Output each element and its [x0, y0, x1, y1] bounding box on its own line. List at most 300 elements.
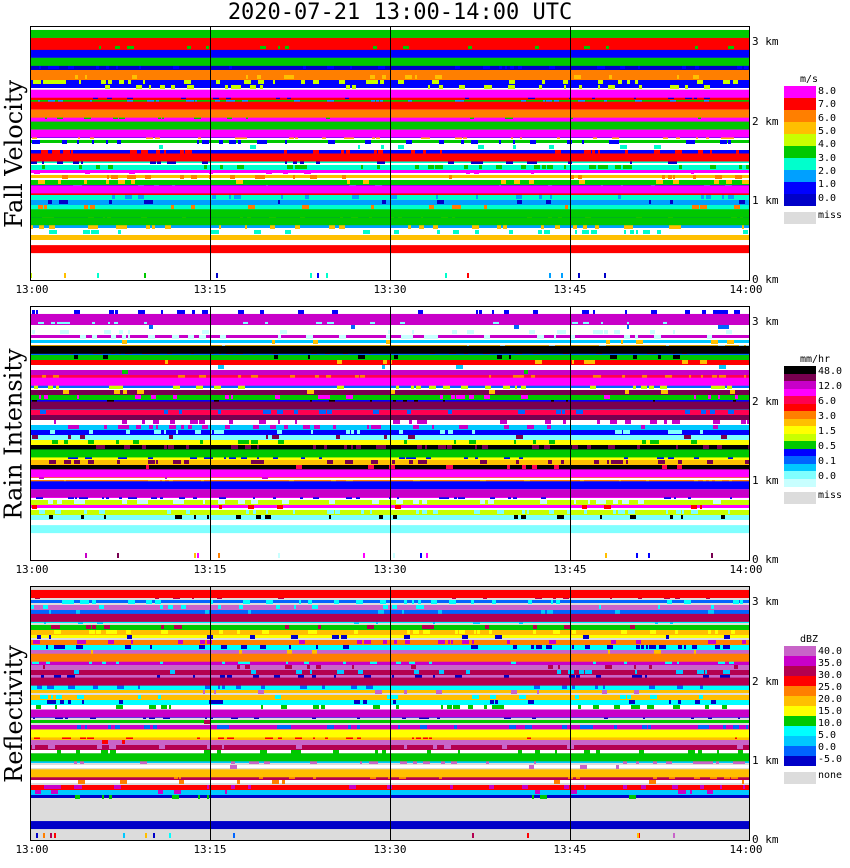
- heatmap-cell: [181, 310, 184, 314]
- heatmap-cell: [38, 205, 43, 209]
- heatmap-cell: [460, 425, 467, 429]
- heatmap-cell: [122, 740, 125, 744]
- heatmap-cell: [422, 420, 427, 424]
- legend-value-label: 7.0: [818, 99, 837, 111]
- heatmap-cell: [174, 790, 181, 794]
- heatmap-cell: [417, 445, 422, 449]
- heatmap-cell: [630, 625, 635, 629]
- heatmap-cell: [413, 500, 419, 504]
- heatmap-cell: [152, 225, 155, 229]
- heatmap-cell: [32, 435, 38, 439]
- heatmap-cell: [167, 415, 174, 419]
- heatmap-cell: [735, 175, 742, 179]
- heatmap-cell: [30, 273, 32, 278]
- heatmap-cell: [188, 425, 192, 429]
- heatmap-cell: [32, 330, 35, 334]
- heatmap-cell: [513, 645, 517, 649]
- heatmap-cell: [700, 785, 704, 789]
- heatmap-cell: [558, 665, 560, 669]
- heatmap-cell: [97, 273, 99, 278]
- legend-swatch: [784, 146, 816, 158]
- heatmap-cell: [66, 460, 71, 464]
- heatmap-cell: [143, 80, 145, 84]
- heatmap-cell: [106, 630, 111, 634]
- heatmap-cell: [251, 670, 256, 674]
- legend-swatch: [784, 646, 816, 656]
- heatmap-cell: [625, 310, 627, 314]
- heatmap-cell: [234, 195, 241, 199]
- heatmap-cell: [694, 650, 696, 654]
- legend-swatch: [784, 716, 816, 726]
- heatmap-cell: [172, 335, 179, 339]
- heatmap-cell: [703, 725, 705, 729]
- heatmap-cell: [207, 785, 209, 789]
- heatmap-cell: [411, 665, 416, 669]
- heatmap-cell: [83, 230, 90, 234]
- heatmap-cell: [122, 225, 127, 229]
- time-gridline: [570, 306, 571, 561]
- heatmap-cell: [198, 795, 200, 799]
- heatmap-cell: [544, 445, 550, 449]
- x-tick-label: 13:00: [15, 843, 49, 856]
- heatmap-cell: [261, 705, 263, 709]
- heatmap-cell: [361, 510, 364, 514]
- heatmap-cell: [450, 785, 453, 789]
- heatmap-cell: [521, 395, 528, 399]
- heatmap-cell: [670, 430, 677, 434]
- heatmap-cell: [36, 705, 41, 709]
- heatmap-cell: [691, 170, 694, 174]
- heatmap-cell: [380, 80, 384, 84]
- heatmap-cell: [191, 420, 198, 424]
- x-tick-label: 13:00: [15, 283, 49, 296]
- panel-title: [0, 306, 29, 561]
- legend-swatch: [784, 756, 816, 766]
- heatmap-cell: [108, 640, 114, 644]
- x-tick-label: 13:45: [553, 283, 587, 296]
- heatmap-cell: [621, 340, 623, 344]
- legend-swatch: [784, 86, 816, 98]
- heatmap-cell: [715, 630, 718, 634]
- heatmap-cell: [84, 180, 87, 184]
- heatmap-cell: [598, 500, 603, 504]
- heatmap-cell: [161, 310, 163, 314]
- heatmap-cell: [74, 670, 79, 674]
- heatmap-cell: [161, 705, 167, 709]
- heatmap-cell: [608, 445, 615, 449]
- heatmap-cell: [675, 630, 678, 634]
- heatmap-cell: [472, 640, 474, 644]
- legend-value-label: 15.0: [818, 706, 843, 717]
- heatmap-cell: [576, 410, 583, 414]
- heatmap-cell: [549, 440, 555, 444]
- legend-value-label: 12.0: [818, 381, 843, 392]
- heatmap-cell: [648, 553, 650, 558]
- heatmap-cell: [669, 700, 671, 704]
- heatmap-cell: [138, 195, 144, 199]
- heatmap-cell: [532, 465, 537, 469]
- time-gridline: [390, 306, 391, 561]
- legend-swatch: [784, 194, 816, 206]
- heatmap-cell: [313, 340, 318, 344]
- heatmap-cell: [615, 430, 621, 434]
- heatmap-cell: [272, 435, 279, 439]
- heatmap-cell: [392, 460, 395, 464]
- heatmap-cell: [49, 610, 51, 614]
- heatmap-cell: [650, 330, 655, 334]
- legend-unit: dBZ: [800, 634, 819, 645]
- heatmap-cell: [706, 195, 711, 199]
- heatmap-cell: [438, 610, 442, 614]
- heatmap-cell: [126, 430, 130, 434]
- heatmap-cell: [199, 420, 205, 424]
- heatmap-cell: [337, 360, 342, 364]
- heatmap-cell: [122, 340, 127, 344]
- heatmap-cell: [589, 150, 591, 154]
- heatmap-cell: [253, 510, 256, 514]
- heatmap-cell: [562, 410, 565, 414]
- heatmap-cell: [170, 420, 175, 424]
- heatmap-cell: [39, 395, 41, 399]
- heatmap-cell: [128, 330, 130, 334]
- heatmap-cell: [32, 745, 35, 749]
- heatmap-cell: [740, 600, 743, 604]
- heatmap-cell: [724, 635, 730, 639]
- heatmap-cell: [504, 425, 509, 429]
- heatmap-cell: [220, 165, 223, 169]
- heatmap-cell: [747, 420, 750, 424]
- heatmap-cell: [618, 510, 625, 514]
- heatmap-cell: [666, 635, 669, 639]
- heatmap-cell: [129, 170, 135, 174]
- legend-value-label: 0.0: [818, 742, 837, 753]
- legend-value-label: 20.0: [818, 694, 843, 705]
- heatmap-cell: [459, 630, 465, 634]
- heatmap-cell: [202, 140, 209, 144]
- heatmap-cell: [391, 195, 397, 199]
- panel-title-text: Fall Velocity: [0, 79, 28, 228]
- heatmap-cell: [208, 415, 214, 419]
- heatmap-cell: [730, 390, 735, 394]
- heatmap-cell: [30, 605, 34, 609]
- heatmap-cell: [276, 605, 280, 609]
- heatmap-cell: [164, 150, 166, 154]
- heatmap-cell: [221, 645, 227, 649]
- heatmap-cell: [394, 640, 397, 644]
- heatmap-cell: [422, 510, 427, 514]
- heatmap-cell: [565, 205, 568, 209]
- heatmap-cell: [673, 355, 680, 359]
- heatmap-cell: [173, 460, 180, 464]
- heatmap-cell: [553, 630, 560, 634]
- heatmap-cell: [650, 440, 653, 444]
- heatmap-cell: [713, 500, 718, 504]
- heatmap-cell: [59, 200, 63, 204]
- heatmap-cell: [293, 175, 295, 179]
- heatmap-cell: [257, 140, 262, 144]
- heatmap-cell: [84, 600, 87, 604]
- heatmap-cell: [723, 725, 726, 729]
- heatmap-cell: [413, 630, 419, 634]
- heatmap-cell: [684, 645, 686, 649]
- heatmap-cell: [446, 465, 453, 469]
- heatmap-cell: [634, 690, 639, 694]
- legend-value-label: 1.0: [818, 179, 837, 191]
- heatmap-cell: [648, 725, 651, 729]
- heatmap-cell: [440, 395, 443, 399]
- heatmap-cell: [654, 150, 660, 154]
- heatmap-cell: [346, 430, 350, 434]
- heatmap-cell: [112, 195, 115, 199]
- heatmap-cell: [635, 335, 638, 339]
- heatmap-cell: [685, 410, 690, 414]
- heatmap-cell: [593, 705, 599, 709]
- heatmap-cell: [707, 790, 713, 794]
- heatmap-cell: [341, 150, 344, 154]
- heatmap-cell: [102, 795, 104, 799]
- heatmap-cell: [472, 225, 479, 229]
- heatmap-cell: [119, 80, 124, 84]
- heatmap-cell: [346, 85, 350, 89]
- heatmap-cell: [327, 510, 334, 514]
- heatmap-cell: [357, 640, 362, 644]
- heatmap-cell: [564, 785, 569, 789]
- heatmap-cell: [500, 420, 507, 424]
- heatmap-cell: [742, 180, 746, 184]
- legend-unit: m/s: [800, 74, 819, 85]
- heatmap-cell: [533, 625, 537, 629]
- heatmap-cell: [314, 425, 320, 429]
- heatmap-cell: [629, 700, 635, 704]
- heatmap-cell: [489, 630, 492, 634]
- heatmap-cell: [96, 630, 101, 634]
- heatmap-cell: [398, 145, 404, 149]
- heatmap-cell: [436, 690, 442, 694]
- heatmap-cell: [137, 390, 144, 394]
- heatmap-cell: [60, 415, 63, 419]
- heatmap-cell: [378, 610, 384, 614]
- heatmap-cell: [278, 200, 280, 204]
- heatmap-cell: [404, 690, 407, 694]
- heatmap-cell: [119, 180, 125, 184]
- heatmap-cell: [574, 75, 581, 79]
- heatmap-cell: [416, 510, 419, 514]
- heatmap-cell: [574, 500, 576, 504]
- heatmap-cell: [554, 335, 556, 339]
- heatmap-cell: [642, 440, 646, 444]
- heatmap-cell: [394, 355, 397, 359]
- heatmap-cell: [191, 205, 195, 209]
- legend-value-label: 6.0: [818, 112, 837, 124]
- heatmap-cell: [598, 150, 600, 154]
- heatmap-cell: [370, 75, 375, 79]
- heatmap-cell: [405, 75, 412, 79]
- heatmap-cell: [587, 725, 592, 729]
- heatmap-cell: [466, 170, 470, 174]
- heatmap-cell: [179, 410, 182, 414]
- heatmap-cell: [109, 795, 112, 799]
- heatmap-cell: [238, 440, 244, 444]
- heatmap-cell: [490, 700, 494, 704]
- heatmap-cell: [237, 780, 240, 784]
- heatmap-cell: [51, 625, 58, 629]
- heatmap-cell: [337, 670, 344, 674]
- heatmap-cell: [439, 165, 443, 169]
- heatmap-cell: [302, 205, 309, 209]
- heatmap-cell: [686, 310, 690, 314]
- heatmap-cell: [34, 170, 40, 174]
- heatmap-cell: [164, 445, 167, 449]
- heatmap-cell: [203, 500, 205, 504]
- x-tick-label: 13:30: [373, 283, 407, 296]
- heatmap-cell: [509, 355, 511, 359]
- heatmap-cell: [624, 335, 630, 339]
- heatmap-cell: [149, 425, 153, 429]
- heatmap-cell: [177, 310, 181, 314]
- heatmap-cell: [656, 180, 663, 184]
- heatmap-cell: [214, 690, 216, 694]
- x-tick-label: 14:00: [729, 563, 763, 576]
- heatmap-cell: [455, 205, 461, 209]
- heatmap-cell: [503, 225, 507, 229]
- heatmap-cell: [635, 670, 637, 674]
- heatmap-cell: [456, 365, 463, 369]
- heatmap-cell: [82, 700, 84, 704]
- heatmap-cell: [522, 465, 526, 469]
- heatmap-cell: [745, 460, 750, 464]
- heatmap-cell: [555, 150, 561, 154]
- heatmap-cell: [453, 230, 459, 234]
- heatmap-cell: [238, 140, 241, 144]
- heatmap-cell: [622, 500, 629, 504]
- heatmap-cell: [116, 440, 119, 444]
- heatmap-cell: [44, 205, 47, 209]
- heatmap-cell: [105, 85, 110, 89]
- time-gridline: [570, 26, 571, 281]
- heatmap-cell: [714, 180, 719, 184]
- heatmap-cell: [405, 640, 410, 644]
- heatmap-cell: [448, 640, 450, 644]
- heatmap-cell: [277, 430, 282, 434]
- heatmap-cell: [164, 410, 168, 414]
- heatmap-cell: [50, 833, 52, 838]
- heatmap-cell: [160, 605, 163, 609]
- heatmap-cell: [531, 645, 534, 649]
- heatmap-cell: [584, 510, 587, 514]
- heatmap-cell: [629, 795, 636, 799]
- heatmap-cell: [299, 600, 301, 604]
- heatmap-cell: [202, 425, 208, 429]
- heatmap-cell: [743, 230, 748, 234]
- heatmap-cell: [722, 195, 724, 199]
- heatmap-cell: [530, 140, 536, 144]
- legend-missing-label: miss: [818, 490, 843, 501]
- heatmap-cell: [265, 515, 271, 519]
- heatmap-cell: [77, 395, 79, 399]
- heatmap-cell: [402, 610, 404, 614]
- heatmap-cell: [736, 150, 739, 154]
- heatmap-cell: [133, 440, 139, 444]
- heatmap-cell: [616, 460, 623, 464]
- heatmap-cell: [231, 85, 236, 89]
- heatmap-cell: [382, 75, 386, 79]
- heatmap-cell: [635, 80, 638, 84]
- heatmap-cell: [85, 75, 87, 79]
- heatmap-cell: [670, 200, 673, 204]
- heatmap-cell: [634, 665, 636, 669]
- heatmap-cell: [266, 600, 273, 604]
- heatmap-cell: [422, 500, 427, 504]
- heatmap-cell: [71, 150, 73, 154]
- heatmap-cell: [658, 355, 661, 359]
- legend-swatch: [784, 110, 816, 122]
- heatmap-cell: [600, 515, 602, 519]
- heatmap-cell: [277, 725, 284, 729]
- heatmap-cell: [627, 695, 631, 699]
- heatmap-cell: [343, 645, 349, 649]
- heatmap-cell: [645, 230, 650, 234]
- heatmap-cell: [158, 695, 161, 699]
- heatmap-cell: [63, 390, 69, 394]
- legend-value-label: 8.0: [818, 86, 837, 97]
- heatmap-cell: [41, 150, 46, 154]
- heatmap-cell: [728, 140, 731, 144]
- legend-missing-label: miss: [818, 210, 843, 221]
- heatmap-cell: [479, 165, 482, 169]
- heatmap-cell: [497, 225, 501, 229]
- heatmap-cell: [719, 365, 726, 369]
- heatmap-cell: [438, 640, 445, 644]
- heatmap-cell: [407, 410, 411, 414]
- heatmap-cell: [538, 230, 542, 234]
- heatmap-cell: [476, 310, 478, 314]
- heatmap-cell: [180, 150, 184, 154]
- heatmap-cell: [711, 605, 714, 609]
- heatmap-cell: [625, 150, 628, 154]
- heatmap-cell: [427, 625, 434, 629]
- heatmap-cell: [363, 415, 368, 419]
- heatmap-cell: [248, 505, 254, 509]
- heatmap-cell: [393, 515, 397, 519]
- legend-value-label: 30.0: [818, 670, 843, 681]
- legend-unit: mm/hr: [800, 354, 831, 365]
- heatmap-cell: [284, 150, 286, 154]
- heatmap-cell: [380, 600, 386, 604]
- heatmap-cell: [48, 80, 52, 84]
- legend-swatch: [784, 182, 816, 194]
- legend-value-label: 5.0: [818, 730, 837, 741]
- legend-swatch: [784, 158, 816, 170]
- heatmap-cell: [152, 415, 154, 419]
- heatmap-cell: [169, 705, 171, 709]
- heatmap-cell: [404, 745, 407, 749]
- heatmap-cell: [52, 440, 58, 444]
- heatmap-cell: [115, 310, 118, 314]
- heatmap-cell: [698, 150, 703, 154]
- heatmap-cell: [217, 230, 219, 234]
- time-gridline: [210, 26, 211, 281]
- heatmap-cell: [245, 665, 250, 669]
- heatmap-cell: [513, 140, 515, 144]
- heatmap-cell: [225, 790, 227, 794]
- heatmap-cell: [495, 700, 498, 704]
- heatmap-cell: [555, 225, 560, 229]
- heatmap-cell: [151, 395, 156, 399]
- legend-value-label: 25.0: [818, 682, 843, 693]
- heatmap-cell: [114, 390, 120, 394]
- heatmap-cell: [241, 645, 247, 649]
- heatmap-cell: [451, 395, 455, 399]
